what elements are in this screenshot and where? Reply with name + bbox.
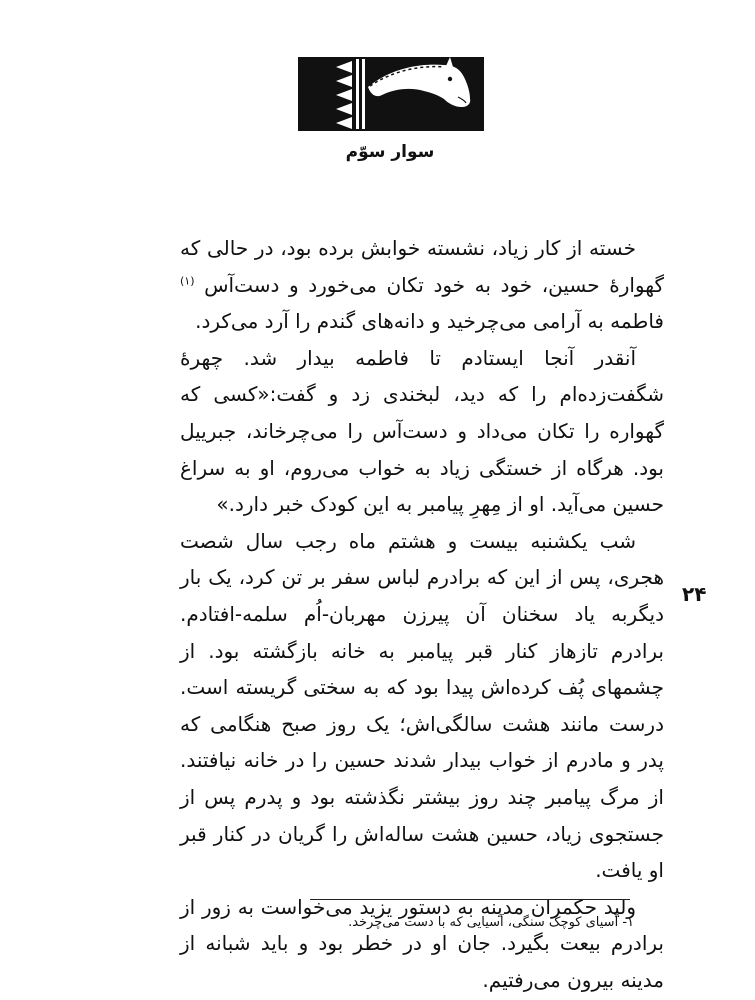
- header-emblem: [298, 57, 484, 131]
- paragraph-2: آنقدر آنجا ایستادم تا فاطمه بیدار شد. چهرهٔ شگفت‌زده‌ام را که دید، لبخندی زد و گفت:«کسی که گهواره را تکان می‌داد و دست‌آس را می‌چرخاند، جبرییل بود. هرگاه از خستگی زیاد به خواب می‌روم، او به سراغ حسین می‌آید. او از مِهرِ پیامبر به این کودک خبر دارد.»: [180, 345, 664, 517]
- chapter-title: سوار سوّم: [345, 142, 435, 162]
- footnote-divider: [310, 899, 630, 900]
- page-number: ۲۴: [682, 582, 707, 606]
- paragraph-1-part-a: خسته از کار زیاد، نشسته خوابش برده بود، در حالی که گهوارهٔ حسین، خود به خود تکان می‌خورد و دست‌آس: [180, 236, 664, 297]
- footnote-reference: (۱): [180, 273, 195, 287]
- paragraph-3: شب یکشنبه بیست و هشتم ماه رجب سال شصت هجری، پس از این که برادرم لباس سفر بر تن کرد، یک بار دیگربه یاد سخنان آن پیرزن مهربان-اُم سلمه-افتادم. برادرم تازهاز کنار قبر پیامبر به خانه بازگشته بود. از چشمهای پُف کرده‌اش پیدا بود که به سختی گریسته است. درست مانند هشت سالگی‌اش؛ یک روز صبح هنگامی که پدر و مادرم از خواب بیدار شدند حسین را در خانه نیافتند. از مرگ پیامبر چند روز بیشتر نگذشته بود و پدرم پس از جستجوی زیاد، حسین هشت ساله‌اش را گریان در کنار قبر او یافت.: [180, 528, 664, 883]
- paragraph-1-part-b: فاطمه به آرامی می‌چرخید و دانه‌های گندم را آرد می‌کرد.: [195, 309, 664, 334]
- body-text: [180, 230, 664, 998]
- paragraph-4: ولید حکمران مدینه به دستور یزید می‌خواست به زور از برادرم بیعت بگیرد. جان او در خطر بود و باید شبانه از مدینه بیرون می‌رفتیم.: [180, 894, 664, 992]
- footnote: ۱- آسیای کوچک سنگی، آسیایی که با دست می‌چرخد.: [348, 915, 634, 930]
- paragraph-1: [180, 230, 664, 340]
